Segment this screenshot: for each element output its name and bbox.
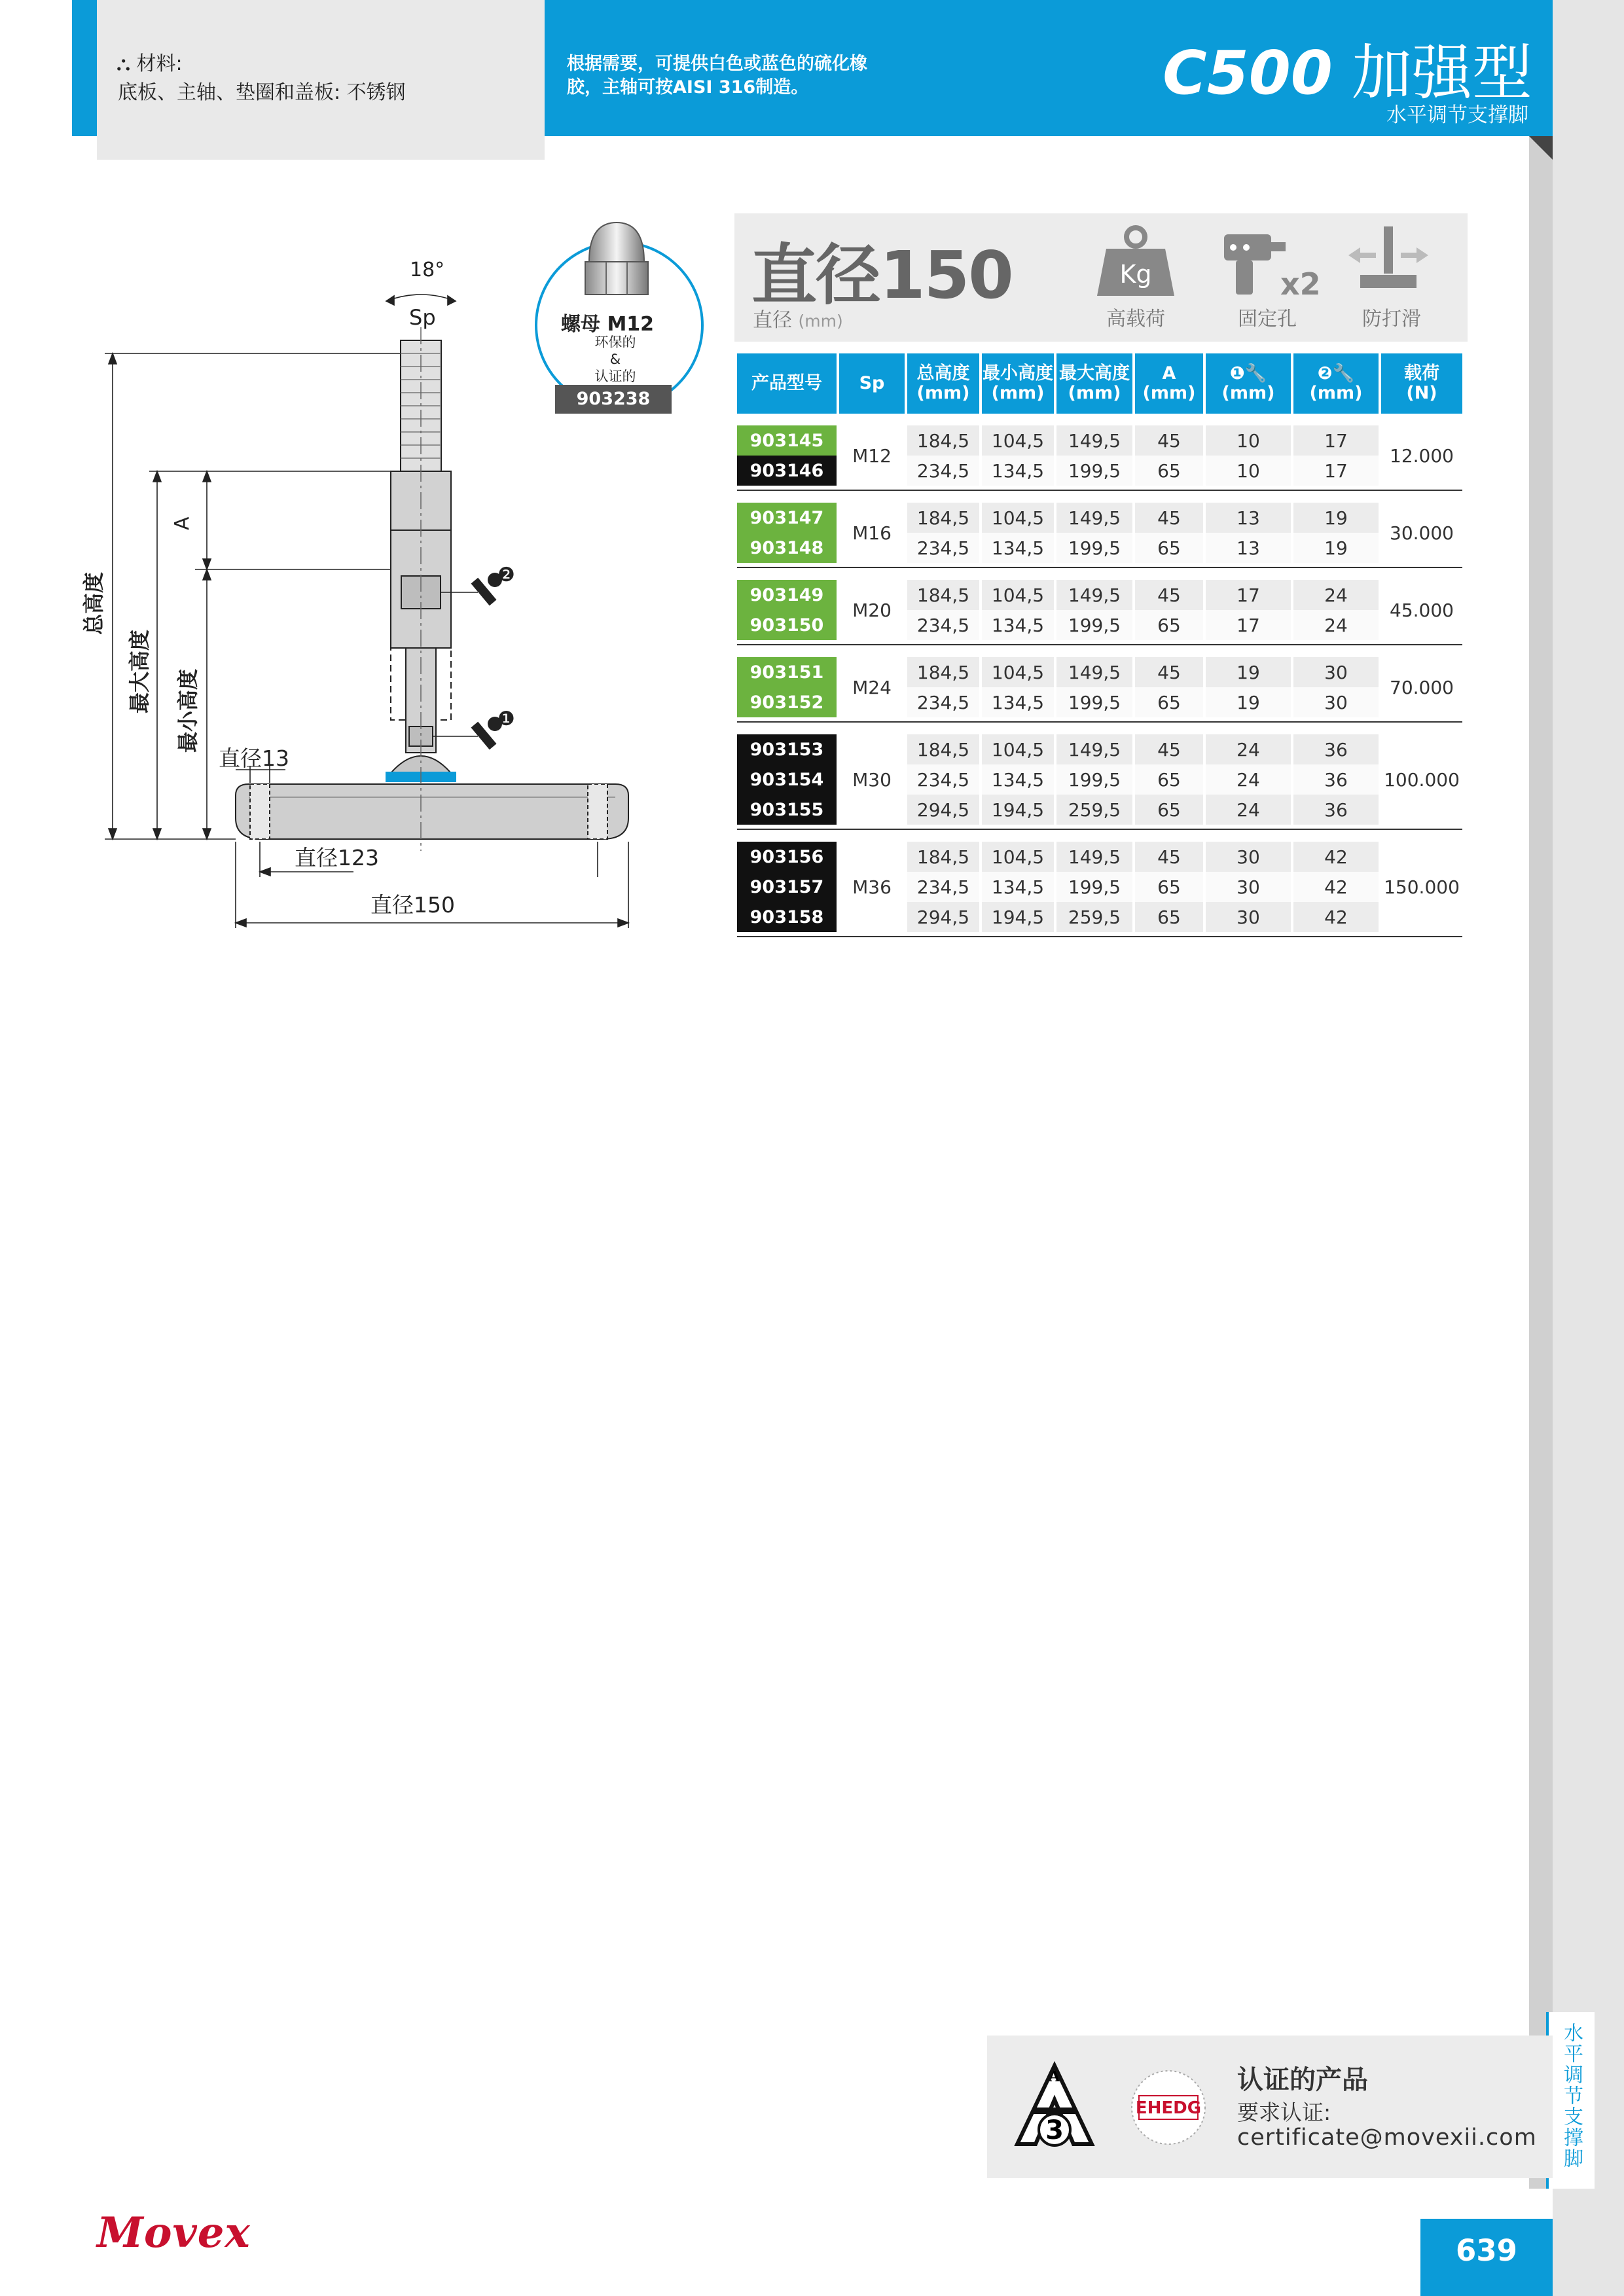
svg-text:A: A: [1049, 2068, 1060, 2085]
total-height-cell: 184,5: [907, 657, 979, 687]
load-cell: 100.000: [1384, 768, 1460, 791]
max-height-cell: 199,5: [1056, 687, 1132, 717]
product-code: 903152: [737, 687, 837, 717]
group-divider: [737, 717, 1462, 723]
product-code: 903146: [737, 456, 837, 486]
col-code: 产品型号: [737, 353, 837, 414]
product-code: 903158: [737, 902, 837, 932]
a-cell: 65: [1135, 795, 1203, 825]
wrench-icon: 🔧: [1332, 363, 1355, 384]
side-tab-label: 水平调节支撑脚: [1560, 2022, 1583, 2169]
min-height-cell: 134,5: [982, 764, 1054, 795]
wrench-1-cell: 10: [1206, 425, 1291, 456]
product-code: 903148: [737, 533, 837, 563]
a-cell: 45: [1135, 842, 1203, 872]
max-height-cell: 149,5: [1056, 425, 1132, 456]
page-title: C500 加强型: [1163, 38, 1532, 108]
d13-label: 直径13: [219, 745, 289, 771]
wrench-2-cell: 24: [1293, 610, 1379, 640]
col-sp: Sp: [839, 353, 905, 414]
min-height-cell: 134,5: [982, 687, 1054, 717]
a-cell: 65: [1135, 456, 1203, 486]
cap-nut-icon: [576, 216, 657, 301]
wrench-1-cell: 24: [1206, 734, 1291, 764]
a-cell: 45: [1135, 657, 1203, 687]
wrench-2-cell: 17: [1293, 456, 1379, 486]
product-code: 903149: [737, 580, 837, 610]
group-divider: [737, 932, 1462, 937]
a-cell: 45: [1135, 580, 1203, 610]
nut-code: 903238: [555, 385, 672, 414]
side-strip: [1553, 0, 1624, 2296]
load-cell: 150.000: [1384, 876, 1460, 898]
a-label: A: [171, 516, 194, 530]
wrench-1-cell: 19: [1206, 657, 1291, 687]
page-subtitle: 水平调节支撑脚: [1386, 103, 1528, 127]
table-header-row: [737, 353, 1462, 414]
wrench-1-cell: 17: [1206, 580, 1291, 610]
load-cell: 30.000: [1390, 522, 1454, 544]
svg-text:Kg: Kg: [1119, 260, 1152, 289]
strip-corner: [1529, 136, 1553, 160]
max-height-cell: 149,5: [1056, 657, 1132, 687]
mount-hole-left: [250, 784, 270, 839]
wrench-2-cell: 42: [1293, 842, 1379, 872]
a-cell: 65: [1135, 533, 1203, 563]
product-code: 903151: [737, 657, 837, 687]
svg-text:EHEDG: EHEDG: [1135, 2098, 1202, 2118]
max-height-cell: 259,5: [1056, 902, 1132, 932]
header-note: 根据需要，可提供白色或蓝色的硫化橡 胶，主轴可按AISI 316制造。: [567, 54, 867, 98]
a-cell: 45: [1135, 503, 1203, 533]
col-a: A (mm): [1135, 353, 1203, 414]
total-height-cell: 184,5: [907, 425, 979, 456]
wrench-2-cell: 24: [1293, 580, 1379, 610]
cert-requirement: 要求认证:: [1237, 2100, 1331, 2125]
group-divider: [737, 640, 1462, 645]
table-row: [737, 503, 1462, 533]
weight-icon: [1093, 223, 1178, 301]
min-height-cell: 104,5: [982, 842, 1054, 872]
wrench-1-cell: 13: [1206, 533, 1291, 563]
svg-text:x2: x2: [1280, 266, 1321, 302]
max-height-cell: 259,5: [1056, 795, 1132, 825]
col-wrench-1: ❶🔧 (mm): [1206, 353, 1291, 414]
product-table: [734, 353, 1471, 937]
total-height-cell: 234,5: [907, 687, 979, 717]
product-code: 903145: [737, 425, 837, 456]
max-height-cell: 199,5: [1056, 610, 1132, 640]
wrench-2-label: ❷: [497, 564, 515, 586]
material-icon: ⛬: [117, 52, 130, 75]
wrench-2-cell: 42: [1293, 872, 1379, 902]
col-wrench-2: ❷🔧 (mm): [1293, 353, 1379, 414]
wrench-2-cell: 36: [1293, 764, 1379, 795]
wrench-1-cell: 10: [1206, 456, 1291, 486]
max-height-label: 最大高度: [127, 629, 152, 713]
load-cell: 70.000: [1390, 676, 1454, 698]
3a-sanitary-badge-icon: [1013, 2062, 1096, 2149]
total-height-cell: 234,5: [907, 610, 979, 640]
load-cell: 12.000: [1390, 444, 1454, 467]
total-height-cell: 294,5: [907, 902, 979, 932]
group-divider: [737, 563, 1462, 568]
wrench-icon: 🔧: [1244, 363, 1267, 384]
anti-slip-icon: [1346, 223, 1431, 301]
col-total-height: 总高度 (mm): [907, 353, 979, 414]
min-height-cell: 104,5: [982, 580, 1054, 610]
material-label: ⛬ 材料:: [117, 52, 183, 75]
product-code: 903150: [737, 610, 837, 640]
page-number: 639: [1456, 2233, 1517, 2268]
wrench-2-cell: 36: [1293, 734, 1379, 764]
total-height-label: 总高度: [81, 571, 106, 635]
total-height-cell: 234,5: [907, 872, 979, 902]
cert-email-link[interactable]: certificate@movexii.com: [1237, 2125, 1537, 2151]
table-row: [737, 734, 1462, 764]
min-height-cell: 134,5: [982, 456, 1054, 486]
table-row: [737, 657, 1462, 687]
min-height-label: 最小高度: [175, 668, 200, 753]
side-strip-shadow: [1529, 136, 1553, 2189]
total-height-cell: 294,5: [907, 795, 979, 825]
max-height-cell: 149,5: [1056, 842, 1132, 872]
feature-high-load: 高载荷: [1106, 308, 1165, 331]
table-row: [737, 425, 1462, 456]
group-spacer: [737, 645, 1462, 657]
table-body: [737, 414, 1462, 937]
total-height-cell: 234,5: [907, 533, 979, 563]
group-divider: [737, 825, 1462, 830]
a-cell: 45: [1135, 425, 1203, 456]
col-load: 载荷 (N): [1381, 353, 1462, 414]
min-height-cell: 134,5: [982, 610, 1054, 640]
sp-cell: M36: [852, 876, 892, 898]
total-height-cell: 234,5: [907, 456, 979, 486]
mount-hole-right: [588, 784, 607, 839]
sp-cell: M20: [852, 599, 892, 621]
spec-title: 直径150: [751, 237, 1013, 314]
wrench-1-cell: 17: [1206, 610, 1291, 640]
feature-mount-holes: 固定孔: [1238, 308, 1297, 331]
wrench-1-cell: 13: [1206, 503, 1291, 533]
base-plate: [236, 784, 628, 839]
nut-tags: 环保的 & 认证的: [594, 334, 636, 384]
product-code: 903156: [737, 842, 837, 872]
max-height-cell: 149,5: [1056, 503, 1132, 533]
a-cell: 65: [1135, 764, 1203, 795]
spec-unit: 直径 (mm): [753, 309, 843, 332]
total-height-cell: 234,5: [907, 764, 979, 795]
cert-title: 认证的产品: [1237, 2065, 1368, 2095]
wrench-2-cell: 19: [1293, 533, 1379, 563]
a-cell: 65: [1135, 687, 1203, 717]
min-height-cell: 104,5: [982, 425, 1054, 456]
a-cell: 65: [1135, 610, 1203, 640]
feature-anti-slip: 防打滑: [1362, 308, 1421, 331]
group-spacer: [737, 830, 1462, 842]
wrench-1-cell: 24: [1206, 764, 1291, 795]
nut-name: 螺母 M12: [561, 313, 655, 336]
wrench-2-cell: 42: [1293, 902, 1379, 932]
max-height-cell: 199,5: [1056, 764, 1132, 795]
total-height-cell: 184,5: [907, 580, 979, 610]
min-height-cell: 134,5: [982, 872, 1054, 902]
min-height-cell: 194,5: [982, 902, 1054, 932]
group-spacer: [737, 414, 1462, 425]
product-code: 903155: [737, 795, 837, 825]
wrench-2-cell: 19: [1293, 503, 1379, 533]
group-spacer: [737, 568, 1462, 580]
wrench-2-cell: 17: [1293, 425, 1379, 456]
material-text: 底板、主轴、垫圈和盖板: 不锈钢: [118, 81, 406, 104]
total-height-cell: 184,5: [907, 842, 979, 872]
wrench-2-cell: 36: [1293, 795, 1379, 825]
wrench-2-cell: 30: [1293, 687, 1379, 717]
a-cell: 65: [1135, 872, 1203, 902]
sp-cell: M24: [852, 676, 892, 698]
product-code: 903153: [737, 734, 837, 764]
total-height-cell: 184,5: [907, 734, 979, 764]
a-cell: 65: [1135, 902, 1203, 932]
wrench-1-cell: 24: [1206, 795, 1291, 825]
table-row: [737, 842, 1462, 872]
col-max-height: 最大高度 (mm): [1056, 353, 1132, 414]
angle-label: 18°: [410, 259, 445, 281]
min-height-cell: 104,5: [982, 503, 1054, 533]
min-height-cell: 104,5: [982, 734, 1054, 764]
brand-logo: Movex: [97, 2208, 251, 2257]
wrench-1-cell: 30: [1206, 872, 1291, 902]
ehedg-badge-icon: [1126, 2067, 1211, 2148]
sp-cell: M30: [852, 768, 892, 791]
d150-label: 直径150: [370, 892, 455, 918]
total-height-cell: 184,5: [907, 503, 979, 533]
max-height-cell: 149,5: [1056, 580, 1132, 610]
min-height-cell: 134,5: [982, 533, 1054, 563]
sp-cell: M12: [852, 444, 892, 467]
max-height-cell: 199,5: [1056, 533, 1132, 563]
wrench-1-cell: 30: [1206, 842, 1291, 872]
group-spacer: [737, 491, 1462, 503]
wrench-1-label: ❶: [497, 708, 515, 730]
col-min-height: 最小高度 (mm): [982, 353, 1054, 414]
wrench-2-cell: 30: [1293, 657, 1379, 687]
load-cell: 45.000: [1390, 599, 1454, 621]
product-code: 903147: [737, 503, 837, 533]
max-height-cell: 149,5: [1056, 734, 1132, 764]
wrench-1-cell: 30: [1206, 902, 1291, 932]
wrench-1-cell: 19: [1206, 687, 1291, 717]
max-height-cell: 199,5: [1056, 456, 1132, 486]
a-cell: 45: [1135, 734, 1203, 764]
min-height-cell: 194,5: [982, 795, 1054, 825]
product-code: 903157: [737, 872, 837, 902]
sp-label: Sp: [409, 305, 436, 330]
table-row: [737, 580, 1462, 610]
product-table-grid: [734, 353, 1465, 937]
svg-text:3: 3: [1045, 2115, 1064, 2145]
product-code: 903154: [737, 764, 837, 795]
group-divider: [737, 486, 1462, 491]
min-height-cell: 104,5: [982, 657, 1054, 687]
group-spacer: [737, 723, 1462, 734]
sp-cell: M16: [852, 522, 892, 544]
drill-icon: [1221, 223, 1321, 302]
max-height-cell: 199,5: [1056, 872, 1132, 902]
d123-label: 直径123: [295, 845, 379, 870]
